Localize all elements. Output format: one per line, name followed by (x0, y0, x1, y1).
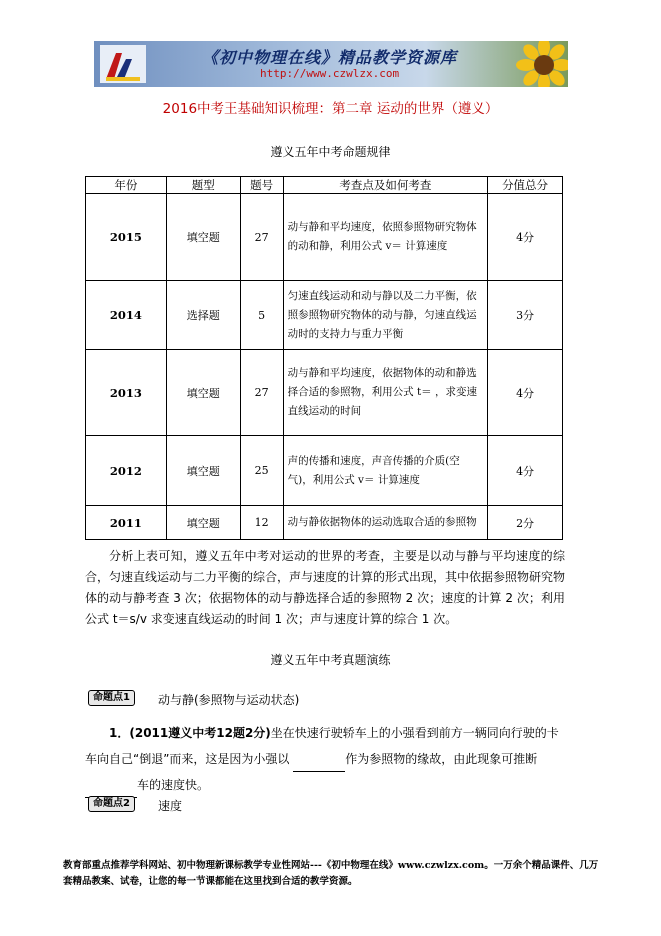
cell-type: 选择题 (166, 281, 240, 350)
question-text-c: 车的速度快。 (137, 778, 210, 792)
cell-score: 2分 (488, 506, 563, 540)
cell-description: 动与静和平均速度，依照参照物研究物体的动和静，利用公式 v＝ 计算速度 (283, 194, 488, 281)
header-type: 题型 (166, 177, 240, 194)
table-row (86, 194, 563, 281)
header-score: 分值总分 (488, 177, 563, 194)
question-text-b: 作为参照物的缘故，由此现象可推断 (345, 752, 538, 766)
table-header-row (86, 177, 563, 194)
section-title-practice: 遵义五年中考真题演练 (270, 653, 391, 667)
question-text-a: 坐在快速行驶轿车上的小强看到前方一辆同向行驶的卡车向自己“倒退”而来，这是因为小强以 (85, 726, 559, 766)
cell-number: 27 (240, 350, 283, 436)
question-1 (85, 720, 565, 798)
header-year: 年份 (86, 177, 167, 194)
cell-number: 25 (240, 436, 283, 506)
site-logo-icon (100, 45, 146, 83)
analysis-text: 分析上表可知，遵义五年中考对运动的世界的考查，主要是以动与静与平均速度的综合，匀速直线运动与二力平衡的综合，声与速度的计算的形式出现，其中依据参照物研究物体的动与静考查 3 次；依据物体的动与静选择合适的参照物 2 次；速度的计算 2 次；利用公式 t＝s/v 求变速直线运动的时间 1 次；声与速度计算的综合 1 次。 (85, 549, 566, 626)
exam-rules-table (85, 176, 563, 540)
cell-year: 2014 (86, 281, 167, 350)
header-number: 题号 (240, 177, 283, 194)
table-row (86, 506, 563, 540)
cell-score: 4分 (488, 436, 563, 506)
cell-description: 动与静和平均速度，依据物体的动和静选择合适的参照物，利用公式 t＝ ，求变速直线运动的时间 (283, 350, 488, 436)
header-description: 考查点及如何考查 (283, 177, 488, 194)
section-title-rules: 遵义五年中考命题规律 (270, 145, 391, 159)
table-row (86, 436, 563, 506)
cell-number: 5 (240, 281, 283, 350)
cell-type: 填空题 (166, 506, 240, 540)
answer-blank-1[interactable] (293, 771, 345, 772)
table-row (86, 281, 563, 350)
cell-score: 4分 (488, 194, 563, 281)
cell-type: 填空题 (166, 194, 240, 281)
topic-label-2: 速度 (158, 799, 183, 813)
page-footer: 教育部重点推荐学科网站、初中物理新课标教学专业性网站---《初中物理在线》www.czwlzx.com。一万余个精品课件、几万套精品教案、试卷，让您的每一节课都能在这里找到合适的教学资源。 (63, 860, 599, 887)
document-title: 2016中考王基础知识梳理：第二章 运动的世界（遵义） (162, 101, 499, 117)
question-number: 1． (109, 726, 130, 740)
cell-year: 2011 (86, 506, 167, 540)
cell-year: 2012 (86, 436, 167, 506)
cell-type: 填空题 (166, 436, 240, 506)
cell-score: 4分 (488, 350, 563, 436)
table-row (86, 350, 563, 436)
banner-title: 《初中物理在线》精品教学资源库 (202, 48, 458, 67)
analysis-paragraph (85, 546, 565, 630)
topic-badge-2: 命题点2 (88, 796, 135, 812)
topic-badge-1: 命题点1 (88, 690, 135, 706)
cell-description: 声的传播和速度，声音传播的介质(空气)，利用公式 v＝ 计算速度 (283, 436, 488, 506)
cell-description: 动与静依据物体的运动选取合适的参照物 (283, 506, 488, 540)
cell-description: 匀速直线运动和动与静以及二力平衡，依照参照物研究物体的动与静，匀速直线运动时的支持力与重力平衡 (283, 281, 488, 350)
site-banner (94, 41, 568, 87)
cell-year: 2013 (86, 350, 167, 436)
cell-number: 27 (240, 194, 283, 281)
cell-type: 填空题 (166, 350, 240, 436)
cell-score: 3分 (488, 281, 563, 350)
cell-number: 12 (240, 506, 283, 540)
cell-year: 2015 (86, 194, 167, 281)
banner-url[interactable]: http://www.czwlzx.com (260, 67, 400, 80)
sunflower-icon (514, 41, 568, 87)
topic-label-1: 动与静(参照物与运动状态) (158, 693, 300, 707)
question-source: (2011遵义中考12题2分) (129, 726, 271, 740)
